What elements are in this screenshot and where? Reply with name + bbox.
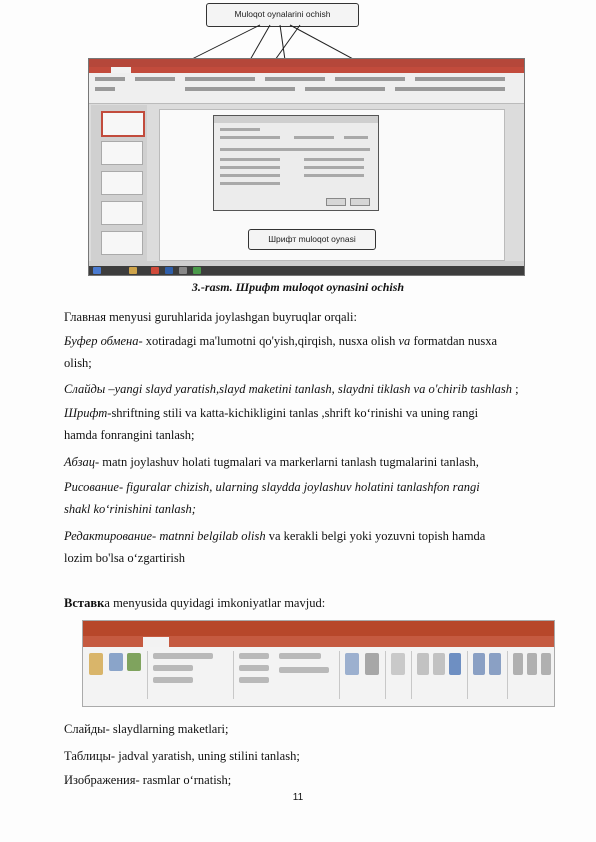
figure-caption: 3.-rasm. Шрифт muloqot oynasini ochish xyxy=(191,280,405,294)
paragraph-drawing xyxy=(64,476,544,520)
images-control xyxy=(153,653,213,659)
list-tables: Таблицы- jadval yaratish, uning stilini tanlash; xyxy=(64,749,300,763)
list-slides: Слайды- slaydlarning maketlari; xyxy=(64,722,229,736)
title-bar xyxy=(89,59,524,67)
start-icon xyxy=(93,267,101,274)
text-span: va xyxy=(398,334,411,348)
symbol-icon xyxy=(489,653,501,675)
action-icon xyxy=(365,653,379,675)
dialog-field xyxy=(220,148,370,151)
slide-thumbnails xyxy=(91,105,147,261)
word-icon xyxy=(165,267,173,274)
list-images: Изображения- rasmlar o‘rnatish; xyxy=(64,773,232,787)
callout-open-dialogs: Muloqot oynalarini ochish xyxy=(206,3,359,27)
slide-thumbnail xyxy=(101,141,143,165)
screen-recording-icon xyxy=(541,653,551,675)
paragraph-slides xyxy=(64,378,584,400)
text-span: Рисование- figuralar chizish, ularning slaydda joylashuv holatini tanlashfon rangi xyxy=(64,480,480,494)
app-icon xyxy=(179,267,187,274)
text-span: a menyusida quyidagi imkoniyatlar mavjud: xyxy=(104,596,326,610)
smartart-control xyxy=(239,665,269,671)
text-span: va kerakli belgi yoki yozuvni topish hamda xyxy=(265,529,486,543)
text-span: Вставк xyxy=(64,596,105,610)
dialog-field xyxy=(344,136,368,139)
equation-icon xyxy=(473,653,485,675)
shapes-control xyxy=(239,653,269,659)
wordart-icon xyxy=(449,653,461,675)
ribbon-control xyxy=(95,77,125,81)
separator xyxy=(147,651,148,699)
slide-thumbnail xyxy=(101,171,143,195)
dialog-field xyxy=(304,158,364,161)
page-number: 11 xyxy=(292,792,304,803)
separator xyxy=(411,651,412,699)
audio-icon xyxy=(527,653,537,675)
separator xyxy=(233,651,234,699)
dialog-field xyxy=(220,136,280,139)
chart-control xyxy=(239,677,269,683)
text-span: -shriftning stili va katta-kichikligini tanlas ,shrift ko‘rinishi va uning rangi xyxy=(107,406,479,420)
textbox-icon xyxy=(417,653,429,675)
ribbon-control xyxy=(305,87,385,91)
dialog-field xyxy=(220,182,280,185)
new-slide-icon xyxy=(89,653,103,675)
tab-insert xyxy=(143,637,169,647)
title-bar xyxy=(83,621,554,636)
ribbon-control xyxy=(335,77,405,81)
browser-icon xyxy=(193,267,201,274)
paragraph-font xyxy=(64,402,544,446)
term-clipboard: Буфер обмена- xyxy=(64,334,143,348)
text-span: lozim bo'lsa o‘zgartirish xyxy=(64,551,185,565)
text-span: shakl ko‘rinishini tanlash; xyxy=(64,502,196,516)
comment-icon xyxy=(391,653,405,675)
ribbon-control xyxy=(395,87,505,91)
ribbon xyxy=(89,73,524,104)
font-dialog xyxy=(213,115,379,211)
dialog-field xyxy=(220,158,280,161)
explorer-icon xyxy=(129,267,137,274)
ribbon-control xyxy=(265,77,325,81)
ribbon-control xyxy=(415,77,505,81)
text-span: xotiradagi ma'lumotni qo'yish,qirqish, nusxa olish xyxy=(142,334,399,348)
separator xyxy=(385,651,386,699)
slide-thumbnail xyxy=(101,201,143,225)
ribbon-control xyxy=(185,77,255,81)
dialog-field xyxy=(220,174,280,177)
addins-control xyxy=(279,667,329,673)
dialog-field xyxy=(304,166,364,169)
callout-font-dialog: Шрифт muloqot oynasi xyxy=(248,229,376,250)
text-span: formatdan nusxa xyxy=(410,334,498,348)
text-span: ; xyxy=(512,382,519,396)
insert-heading xyxy=(64,592,544,614)
text-span: olish; xyxy=(64,356,92,370)
dialog-field xyxy=(220,128,260,131)
header-footer-icon xyxy=(433,653,445,675)
paragraph-editing xyxy=(64,525,544,569)
powerpoint-icon xyxy=(151,267,159,274)
dialog-field xyxy=(294,136,334,139)
slide-thumbnail xyxy=(101,231,143,255)
dialog-field xyxy=(220,166,280,169)
images-control xyxy=(153,665,193,671)
separator xyxy=(467,651,468,699)
table-icon xyxy=(109,653,123,671)
ribbon-control xyxy=(135,77,175,81)
term-paragraph: Абзац xyxy=(64,455,95,469)
paragraph-clipboard xyxy=(64,330,544,374)
intro-line: Главная menyusi guruhlarida joylashgan buyruqlar orqali: xyxy=(64,310,357,324)
text-span: hamda fonrangini tanlash; xyxy=(64,428,195,442)
store-control xyxy=(279,653,321,659)
dialog-field xyxy=(304,174,364,177)
text-span: - matn joylashuv holati tugmalari va markerlarni tanlash tugmalarini tanlash, xyxy=(94,455,479,469)
dialog-title-bar xyxy=(214,116,378,123)
text-span: Слайды –yangi slayd yaratish,slayd maketini tanlash, slaydni tiklash va o'chirib tashlash xyxy=(64,382,513,396)
ribbon-control xyxy=(95,87,115,91)
images-control xyxy=(153,677,193,683)
term-editing: Редактирование- matnni belgilab olish xyxy=(64,529,266,543)
hyperlink-icon xyxy=(345,653,359,675)
slide-thumbnail xyxy=(101,111,145,137)
separator xyxy=(339,651,340,699)
ribbon-control xyxy=(185,87,295,91)
paragraph-paragraph xyxy=(64,451,544,473)
insert-ribbon-screenshot xyxy=(82,620,555,707)
term-font: Шрифт xyxy=(64,406,108,420)
pictures-icon xyxy=(127,653,141,671)
ok-button xyxy=(326,198,346,206)
separator xyxy=(507,651,508,699)
video-icon xyxy=(513,653,523,675)
cancel-button xyxy=(350,198,370,206)
